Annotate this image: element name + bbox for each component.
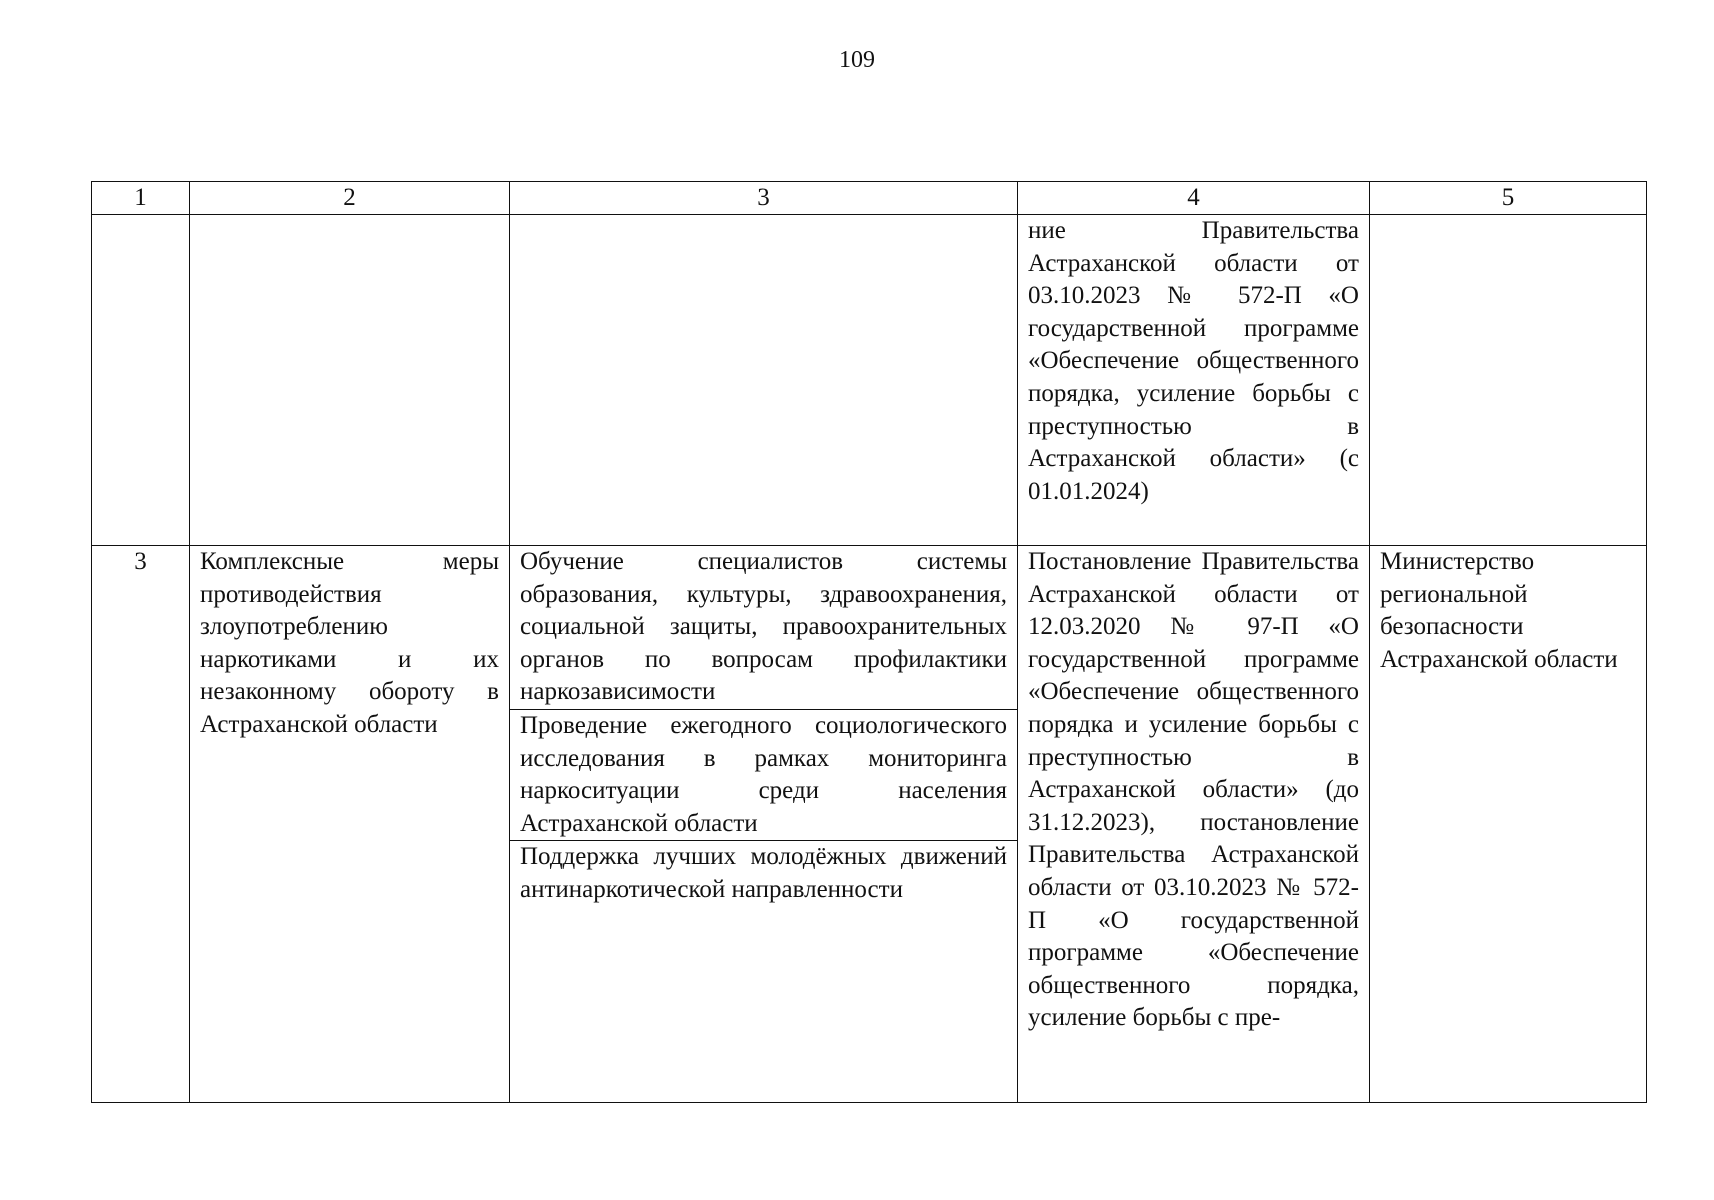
basis-text: Постановление Правительства Астраханской области от 12.03.2020 № 97-П «О государственной программе «Обеспечение общественного порядка и усиление борьбы с преступностью в Астраханской области» (до 31.12.2023), постановление Правительства Астраханской области от 03.10.2023 № 572-П «О государственной программе «Обеспечение общественного порядка, усиление борьбы с пре- [1028,548,1359,1032]
table-row-continuation [92,215,1647,546]
document-table [91,181,1647,1103]
activities-cell [510,546,1018,1103]
header-col-1: 1 [92,182,190,215]
cont-cell-basis [1018,215,1370,546]
responsible-text: Министерство региональной безопасности Астраханской области [1380,548,1618,673]
continuation-basis-text: ние Правительства Астраханской области от 03.10.2023 № 572-П «О государственной программе «Обеспечение общественного порядка, усиление борьбы с преступностью в Астраханской области» (с 01.01.2024) [1028,217,1359,505]
table-header-row [92,182,1647,215]
activity-item-3: Поддержка лучших молодёжных движений антинаркотической направленности [510,840,1017,906]
responsible-cell [1370,546,1647,1103]
cont-cell-2 [190,215,510,546]
activity-item-1: Обучение специалистов системы образования, культуры, здравоохранения, социальной защиты, правоохранительных органов по вопросам профилактики наркозависимости [520,548,1007,706]
header-col-3: 3 [510,182,1018,215]
measure-name-cell [190,546,510,1103]
page-number: 109 [839,47,875,73]
cont-cell-3 [510,215,1018,546]
activity-item-2: Проведение ежегодного социологического исследования в рамках мониторинга наркоситуации среди населения Астраханской области [510,709,1017,840]
cont-cell-5 [1370,215,1647,546]
table-row-3 [92,546,1647,1103]
header-col-5: 5 [1370,182,1647,215]
header-col-2: 2 [190,182,510,215]
basis-cell [1018,546,1370,1103]
measure-name: Комплексные меры противодействия злоупотреблению наркотиками и их незаконному обороту в Астраханской области [200,548,499,738]
header-col-4: 4 [1018,182,1370,215]
row-number: 3 [92,546,190,1103]
cont-cell-1 [92,215,190,546]
